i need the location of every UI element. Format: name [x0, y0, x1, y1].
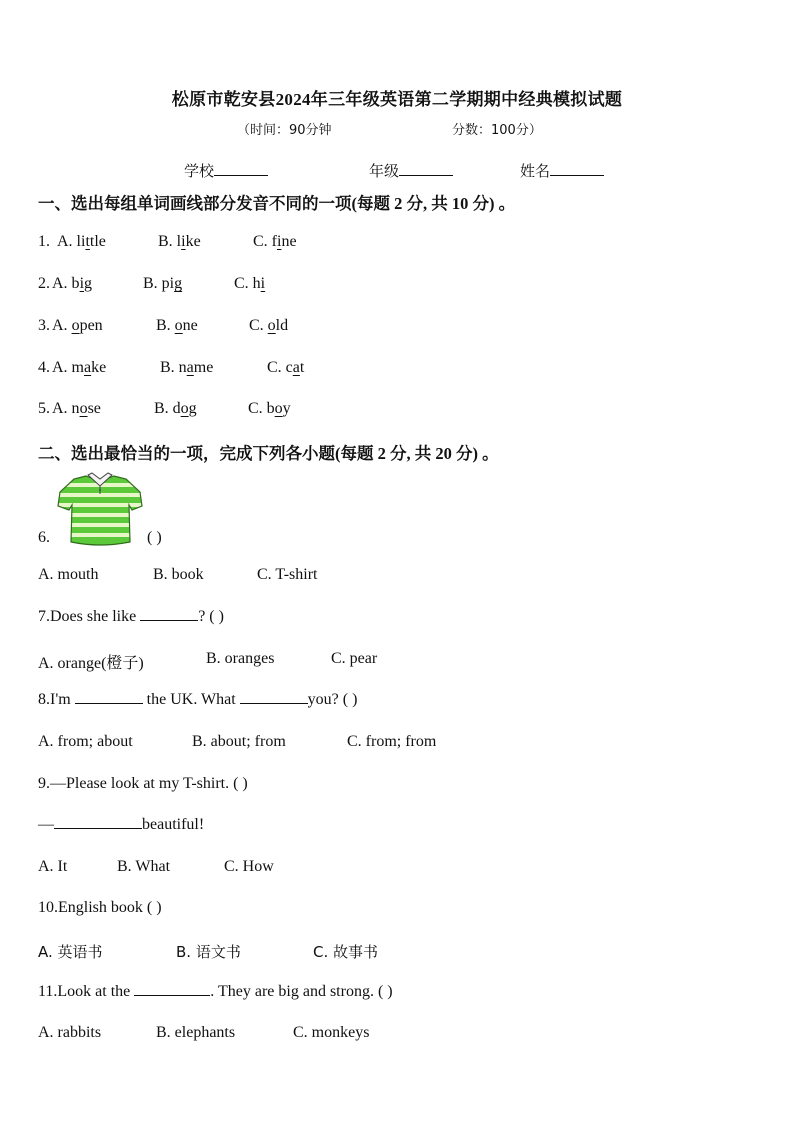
q9-option-b: B. What [117, 858, 171, 875]
q7-option-b: B. oranges [206, 650, 275, 667]
q3-option-a: A. open [52, 317, 103, 334]
page-title: 松原市乾安县2024年三年级英语第二学期期中经典模拟试题 [171, 90, 623, 109]
q1-option-b: B. like [158, 233, 201, 250]
q2-option-b: B. pig [143, 275, 183, 292]
q10-option-a: A. 英语书 [38, 943, 103, 961]
q4-option-c: C. cat [267, 359, 305, 376]
section-1-heading: 一、选出每组单词画线部分发音不同的一项(每题 2 分, 共 10 分) 。 [38, 194, 516, 213]
q7-option-a: A. orange(橙子) [38, 655, 144, 672]
q10-option-b: B. 语文书 [176, 943, 241, 961]
q8-stem: 8.I'm the UK. What you? ( ) [38, 691, 358, 708]
name-blank[interactable] [550, 174, 604, 176]
q7-option-c: C. pear [331, 650, 378, 667]
q10-stem: 10.English book ( ) [38, 899, 162, 916]
q8-option-b: B. about; from [192, 733, 286, 750]
q8-option-c: C. from; from [347, 733, 437, 750]
q9-option-a: A. It [38, 858, 68, 875]
q2-option-a: A. big [52, 275, 93, 292]
q8-blank-2[interactable] [240, 702, 308, 704]
q6-number: 6. [38, 529, 50, 546]
q5-option-a: A. nose [52, 400, 101, 417]
q11-option-b: B. elephants [156, 1024, 236, 1041]
q5-option-b: B. dog [154, 400, 197, 417]
q6-option-c: C. T-shirt [257, 566, 318, 583]
q6-option-a: A. mouth [38, 566, 99, 583]
q3-option-b: B. one [156, 317, 198, 334]
name-label: 姓名 [520, 164, 551, 180]
q9-response: — beautiful! [38, 816, 205, 833]
q5-number: 5. [38, 400, 50, 417]
grade-blank[interactable] [399, 174, 453, 176]
grade-field [369, 160, 453, 181]
q11-blank[interactable] [134, 994, 210, 996]
q10-option-c: C. 故事书 [313, 943, 379, 961]
exam-time: （时间：90分钟 [237, 123, 332, 138]
q6-answer-paren[interactable]: ( ) [147, 529, 162, 546]
q1-number: 1. [38, 233, 50, 250]
q4-option-b: B. name [160, 359, 214, 376]
q9-option-c: C. How [224, 858, 274, 875]
q2-number: 2. [38, 275, 50, 292]
q9-blank[interactable] [54, 827, 142, 829]
q3-number: 3. [38, 317, 50, 334]
school-field [184, 160, 268, 181]
q7-blank[interactable] [140, 619, 198, 621]
q7-stem: 7.Does she like ? ( ) [38, 608, 224, 625]
q1-option-a: A. little [57, 233, 106, 250]
school-label: 学校 [184, 164, 215, 180]
q9-stem: 9.—Please look at my T-shirt. ( ) [38, 775, 248, 792]
q11-option-a: A. rabbits [38, 1024, 102, 1041]
q8-blank-1[interactable] [75, 702, 143, 704]
q11-stem: 11.Look at the . They are big and strong. ( ) [38, 983, 393, 1000]
q2-option-c: C. hi [234, 275, 266, 292]
name-field [520, 160, 604, 181]
section-2-heading: 二、选出最恰当的一项，完成下列各小题(每题 2 分, 共 20 分) 。 [38, 444, 499, 463]
exam-score: 分数：100分） [452, 123, 542, 138]
q6-option-b: B. book [153, 566, 204, 583]
q3-option-c: C. old [249, 317, 289, 334]
q4-number: 4. [38, 359, 50, 376]
school-blank[interactable] [214, 174, 268, 176]
q5-option-c: C. boy [248, 400, 291, 417]
grade-label: 年级 [369, 164, 400, 180]
q8-option-a: A. from; about [38, 733, 133, 750]
q11-option-c: C. monkeys [293, 1024, 370, 1041]
q4-option-a: A. make [52, 359, 107, 376]
tshirt-image [56, 470, 144, 548]
q1-option-c: C. fine [253, 233, 297, 250]
